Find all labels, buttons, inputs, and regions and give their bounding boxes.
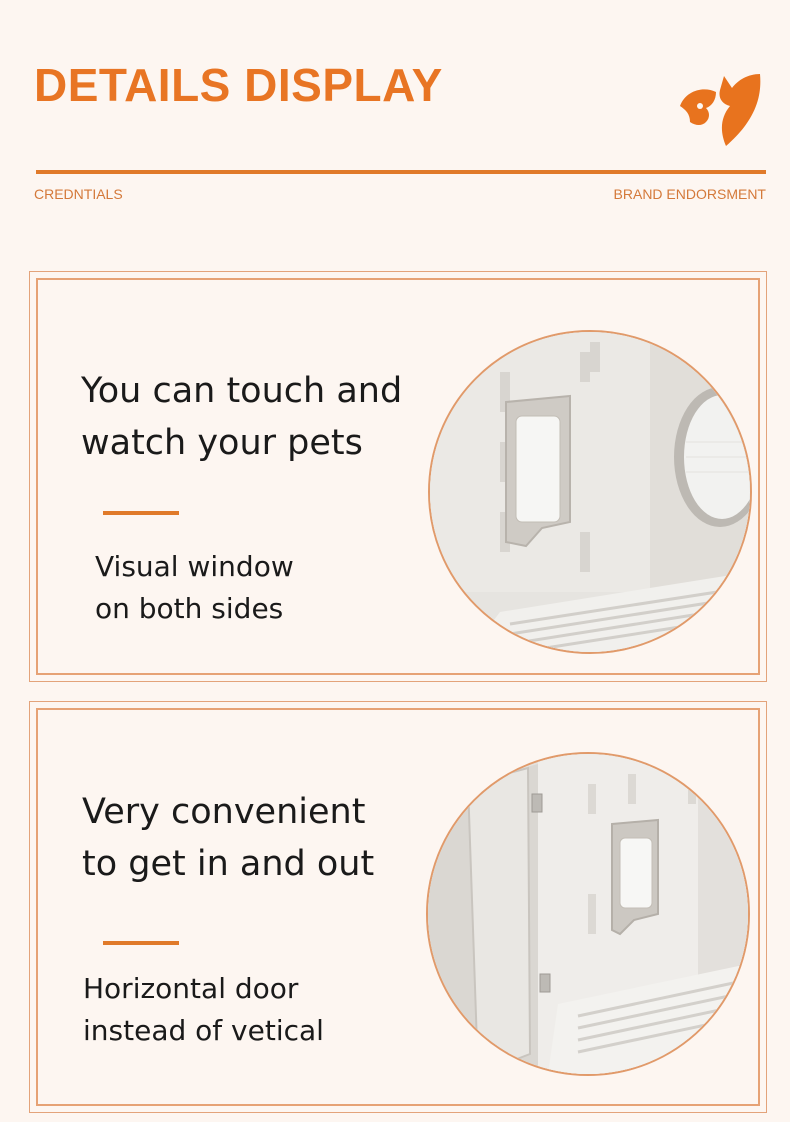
feature-description: [95, 546, 294, 630]
feature-desc-line2: on both sides: [95, 592, 284, 625]
feature-heading: [81, 365, 402, 469]
feature-panel-horizontal-door: [29, 701, 767, 1113]
accent-divider: [103, 511, 179, 515]
feature-heading-line1: Very convenient: [82, 792, 366, 832]
cage-interior-window-photo: [428, 330, 752, 654]
header-divider: [36, 170, 766, 174]
pet-heart-logo-icon: [676, 66, 766, 152]
feature-heading: [82, 786, 374, 890]
page-title: DETAILS DISPLAY: [34, 59, 443, 111]
feature-desc-line1: Horizontal door: [83, 972, 299, 1005]
feature-desc-line1: Visual window: [95, 550, 294, 583]
feature-heading-line1: You can touch and: [81, 371, 403, 411]
accent-divider: [103, 941, 179, 945]
feature-heading-line2: to get in and out: [82, 844, 375, 884]
credentials-label: CREDNTIALS: [34, 186, 123, 202]
feature-panel-viewing-window: [29, 271, 767, 682]
feature-heading-line2: watch your pets: [81, 423, 363, 463]
brand-endorsement-label: BRAND ENDORSMENT: [613, 186, 766, 202]
feature-desc-line2: instead of vetical: [83, 1014, 324, 1047]
feature-description: [83, 968, 324, 1052]
cage-open-door-photo: [426, 752, 750, 1076]
